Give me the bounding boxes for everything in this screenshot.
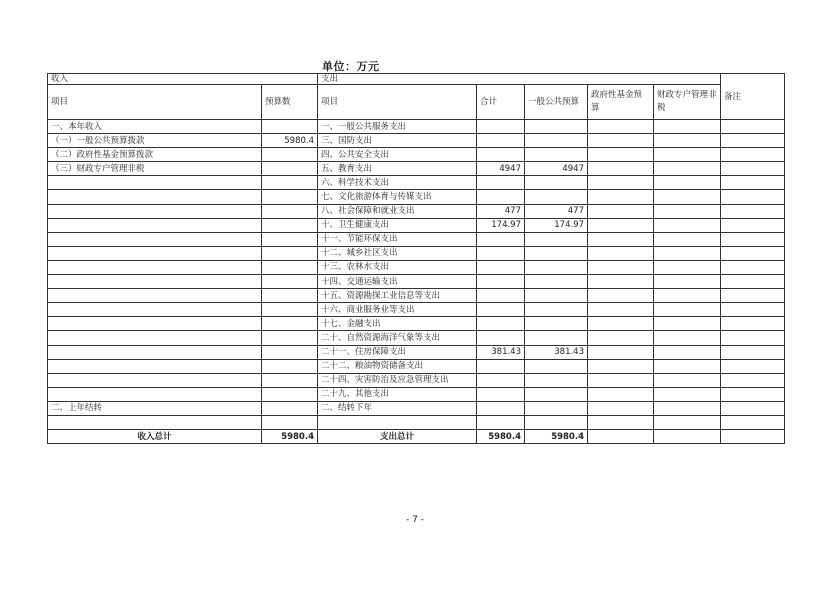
remarks-cell — [721, 232, 785, 246]
fund-total-value — [588, 430, 654, 444]
general-budget-cell — [525, 289, 588, 303]
total-cell: 477 — [477, 204, 525, 218]
total-cell — [477, 387, 525, 401]
income-value-cell — [262, 289, 318, 303]
income-item-cell: 二、上年结转 — [48, 401, 262, 415]
total-cell — [477, 359, 525, 373]
expense-item-cell: 二十四、灾害防治及应急管理支出 — [318, 373, 477, 387]
remarks-cell — [721, 289, 785, 303]
income-value-cell — [262, 232, 318, 246]
income-total-value: 5980.4 — [262, 430, 318, 444]
general-budget-cell — [525, 317, 588, 331]
special-nontax-cell — [654, 275, 721, 289]
total-header: 合计 — [477, 85, 525, 120]
income-value-cell — [262, 331, 318, 345]
expense-item-cell: 十七、金融支出 — [318, 317, 477, 331]
remarks-cell — [721, 162, 785, 176]
remarks-cell — [721, 176, 785, 190]
expense-item-cell: 十二、城乡社区支出 — [318, 246, 477, 260]
remarks-cell — [721, 401, 785, 415]
expense-item-header: 项目 — [318, 85, 477, 120]
general-budget-cell: 477 — [525, 204, 588, 218]
general-budget-cell — [525, 331, 588, 345]
general-budget-cell: 174.97 — [525, 218, 588, 232]
fund-budget-cell — [588, 148, 654, 162]
total-cell — [477, 176, 525, 190]
remarks-cell — [721, 345, 785, 359]
expense-item-cell: 十五、资源勘探工业信息等支出 — [318, 289, 477, 303]
fund-budget-cell — [588, 303, 654, 317]
table-row — [48, 275, 785, 289]
fund-budget-cell — [588, 134, 654, 148]
special-nontax-cell — [654, 415, 721, 429]
special-nontax-cell — [654, 218, 721, 232]
income-item-cell — [48, 345, 262, 359]
special-nontax-cell — [654, 148, 721, 162]
income-section-header: 收入 — [48, 74, 318, 85]
income-value-cell — [262, 275, 318, 289]
total-cell — [477, 401, 525, 415]
expense-item-cell: 八、社会保障和就业支出 — [318, 204, 477, 218]
table-row — [48, 415, 785, 429]
remarks-cell — [721, 415, 785, 429]
remarks-cell — [721, 120, 785, 134]
income-value-cell — [262, 120, 318, 134]
special-nontax-cell — [654, 232, 721, 246]
table-row — [48, 331, 785, 345]
general-budget-cell — [525, 120, 588, 134]
special-nontax-cell — [654, 303, 721, 317]
income-value-cell — [262, 317, 318, 331]
special-nontax-header: 财政专户管理非税 — [654, 85, 721, 120]
expense-total-value: 5980.4 — [477, 430, 525, 444]
income-item-cell — [48, 373, 262, 387]
total-cell: 4947 — [477, 162, 525, 176]
income-item-cell — [48, 204, 262, 218]
income-item-cell — [48, 190, 262, 204]
remarks-cell — [721, 331, 785, 345]
table-row — [48, 176, 785, 190]
fund-budget-cell — [588, 373, 654, 387]
remarks-cell — [721, 204, 785, 218]
expense-total-label: 支出总计 — [318, 430, 477, 444]
expense-item-cell: 二、结转下年 — [318, 401, 477, 415]
general-budget-header: 一般公共预算 — [525, 85, 588, 120]
income-budget-header: 预算数 — [262, 85, 318, 120]
table-row — [48, 289, 785, 303]
general-budget-cell — [525, 232, 588, 246]
total-cell — [477, 134, 525, 148]
special-nontax-cell — [654, 387, 721, 401]
remarks-cell — [721, 303, 785, 317]
income-item-cell — [48, 359, 262, 373]
budget-table — [47, 73, 785, 444]
special-nontax-cell — [654, 190, 721, 204]
income-item-cell — [48, 260, 262, 274]
expense-item-cell: 二十、自然资源海洋气象等支出 — [318, 331, 477, 345]
table-row — [48, 345, 785, 359]
fund-budget-cell — [588, 359, 654, 373]
special-nontax-cell — [654, 373, 721, 387]
table-row — [48, 218, 785, 232]
fund-budget-cell — [588, 415, 654, 429]
total-cell — [477, 120, 525, 134]
income-value-cell — [262, 373, 318, 387]
income-value-cell — [262, 190, 318, 204]
total-cell: 174.97 — [477, 218, 525, 232]
special-nontax-cell — [654, 176, 721, 190]
remarks-cell — [721, 190, 785, 204]
expense-item-cell: 二十一、住房保障支出 — [318, 345, 477, 359]
general-budget-cell: 4947 — [525, 162, 588, 176]
total-cell: 381.43 — [477, 345, 525, 359]
page-number: - 7 - — [406, 515, 424, 525]
fund-budget-cell — [588, 218, 654, 232]
fund-budget-cell — [588, 246, 654, 260]
expense-item-cell: 二十九、其他支出 — [318, 387, 477, 401]
remarks-header: 备注 — [721, 74, 785, 120]
total-cell — [477, 303, 525, 317]
income-value-cell — [262, 246, 318, 260]
income-item-cell: （二）政府性基金预算拨款 — [48, 148, 262, 162]
general-budget-cell — [525, 134, 588, 148]
general-budget-cell — [525, 359, 588, 373]
fund-budget-cell — [588, 162, 654, 176]
general-budget-cell — [525, 415, 588, 429]
income-item-cell — [48, 387, 262, 401]
income-item-cell — [48, 317, 262, 331]
general-total-value: 5980.4 — [525, 430, 588, 444]
fund-budget-header: 政府性基金预算 — [588, 85, 654, 120]
expense-item-cell: 四、公共安全支出 — [318, 148, 477, 162]
total-cell — [477, 148, 525, 162]
income-value-cell: 5980.4 — [262, 134, 318, 148]
special-nontax-cell — [654, 345, 721, 359]
remarks-cell — [721, 218, 785, 232]
remarks-cell — [721, 246, 785, 260]
table-row — [48, 204, 785, 218]
income-value-cell — [262, 401, 318, 415]
income-value-cell — [262, 303, 318, 317]
fund-budget-cell — [588, 401, 654, 415]
expense-item-cell: 六、科学技术支出 — [318, 176, 477, 190]
total-cell — [477, 275, 525, 289]
table-row — [48, 148, 785, 162]
table-row — [48, 359, 785, 373]
special-nontax-cell — [654, 246, 721, 260]
general-budget-cell — [525, 387, 588, 401]
special-nontax-cell — [654, 317, 721, 331]
income-item-cell: （一）一般公共预算拨款 — [48, 134, 262, 148]
income-item-cell — [48, 331, 262, 345]
fund-budget-cell — [588, 387, 654, 401]
fund-budget-cell — [588, 190, 654, 204]
table-row — [48, 120, 785, 134]
special-nontax-cell — [654, 401, 721, 415]
fund-budget-cell — [588, 331, 654, 345]
special-total-value — [654, 430, 721, 444]
total-cell — [477, 232, 525, 246]
special-nontax-cell — [654, 331, 721, 345]
remarks-cell — [721, 359, 785, 373]
income-value-cell — [262, 387, 318, 401]
table-row — [48, 387, 785, 401]
general-budget-cell — [525, 275, 588, 289]
expense-item-cell: 五、教育支出 — [318, 162, 477, 176]
table-row — [48, 373, 785, 387]
fund-budget-cell — [588, 317, 654, 331]
income-value-cell — [262, 204, 318, 218]
income-item-cell — [48, 218, 262, 232]
special-nontax-cell — [654, 134, 721, 148]
expense-section-header: 支出 — [318, 74, 721, 85]
expense-item-cell — [318, 415, 477, 429]
unit-label: 单位：万元 — [322, 60, 380, 73]
general-budget-cell — [525, 260, 588, 274]
special-nontax-cell — [654, 204, 721, 218]
income-item-cell — [48, 246, 262, 260]
table-row — [48, 162, 785, 176]
expense-item-cell: 二十二、粮油物资储备支出 — [318, 359, 477, 373]
remarks-cell — [721, 373, 785, 387]
fund-budget-cell — [588, 204, 654, 218]
income-value-cell — [262, 218, 318, 232]
remarks-cell — [721, 387, 785, 401]
fund-budget-cell — [588, 176, 654, 190]
general-budget-cell — [525, 303, 588, 317]
income-value-cell — [262, 345, 318, 359]
section-header-row — [48, 74, 785, 85]
total-cell — [477, 260, 525, 274]
total-cell — [477, 373, 525, 387]
income-item-cell — [48, 275, 262, 289]
remarks-cell — [721, 148, 785, 162]
total-cell — [477, 331, 525, 345]
remarks-cell — [721, 134, 785, 148]
general-budget-cell — [525, 190, 588, 204]
income-item-cell — [48, 303, 262, 317]
remarks-cell — [721, 317, 785, 331]
expense-item-cell: 十四、交通运输支出 — [318, 275, 477, 289]
fund-budget-cell — [588, 345, 654, 359]
table-row — [48, 260, 785, 274]
expense-item-cell: 三、国防支出 — [318, 134, 477, 148]
income-total-label: 收入总计 — [48, 430, 262, 444]
expense-item-cell: 十六、商业服务业等支出 — [318, 303, 477, 317]
income-value-cell — [262, 359, 318, 373]
fund-budget-cell — [588, 275, 654, 289]
expense-item-cell: 十、卫生健康支出 — [318, 218, 477, 232]
fund-budget-cell — [588, 120, 654, 134]
total-cell — [477, 415, 525, 429]
special-nontax-cell — [654, 260, 721, 274]
general-budget-cell — [525, 401, 588, 415]
income-value-cell — [262, 148, 318, 162]
income-value-cell — [262, 162, 318, 176]
income-item-cell — [48, 176, 262, 190]
expense-item-cell: 一、一般公共服务支出 — [318, 120, 477, 134]
income-item-header: 项目 — [48, 85, 262, 120]
income-item-cell — [48, 232, 262, 246]
special-nontax-cell — [654, 359, 721, 373]
expense-item-cell: 十一、节能环保支出 — [318, 232, 477, 246]
fund-budget-cell — [588, 232, 654, 246]
totals-row — [48, 430, 785, 444]
income-value-cell — [262, 415, 318, 429]
special-nontax-cell — [654, 289, 721, 303]
general-budget-cell — [525, 246, 588, 260]
expense-item-cell: 七、文化旅游体育与传媒支出 — [318, 190, 477, 204]
general-budget-cell: 381.43 — [525, 345, 588, 359]
income-item-cell — [48, 289, 262, 303]
table-row — [48, 232, 785, 246]
fund-budget-cell — [588, 260, 654, 274]
total-cell — [477, 246, 525, 260]
income-item-cell: （三）财政专户管理非税 — [48, 162, 262, 176]
remarks-cell — [721, 260, 785, 274]
table-row — [48, 190, 785, 204]
special-nontax-cell — [654, 162, 721, 176]
total-cell — [477, 317, 525, 331]
income-value-cell — [262, 260, 318, 274]
general-budget-cell — [525, 373, 588, 387]
special-nontax-cell — [654, 120, 721, 134]
table-row — [48, 303, 785, 317]
column-header-row — [48, 85, 785, 120]
remarks-cell — [721, 275, 785, 289]
expense-item-cell: 十三、农林水支出 — [318, 260, 477, 274]
income-value-cell — [262, 176, 318, 190]
table-row — [48, 134, 785, 148]
table-body — [48, 74, 785, 444]
remarks-total-cell — [721, 430, 785, 444]
fund-budget-cell — [588, 289, 654, 303]
table-row — [48, 317, 785, 331]
table-row — [48, 246, 785, 260]
total-cell — [477, 289, 525, 303]
general-budget-cell — [525, 176, 588, 190]
income-item-cell — [48, 415, 262, 429]
table-row — [48, 401, 785, 415]
total-cell — [477, 190, 525, 204]
general-budget-cell — [525, 148, 588, 162]
income-item-cell: 一、本年收入 — [48, 120, 262, 134]
